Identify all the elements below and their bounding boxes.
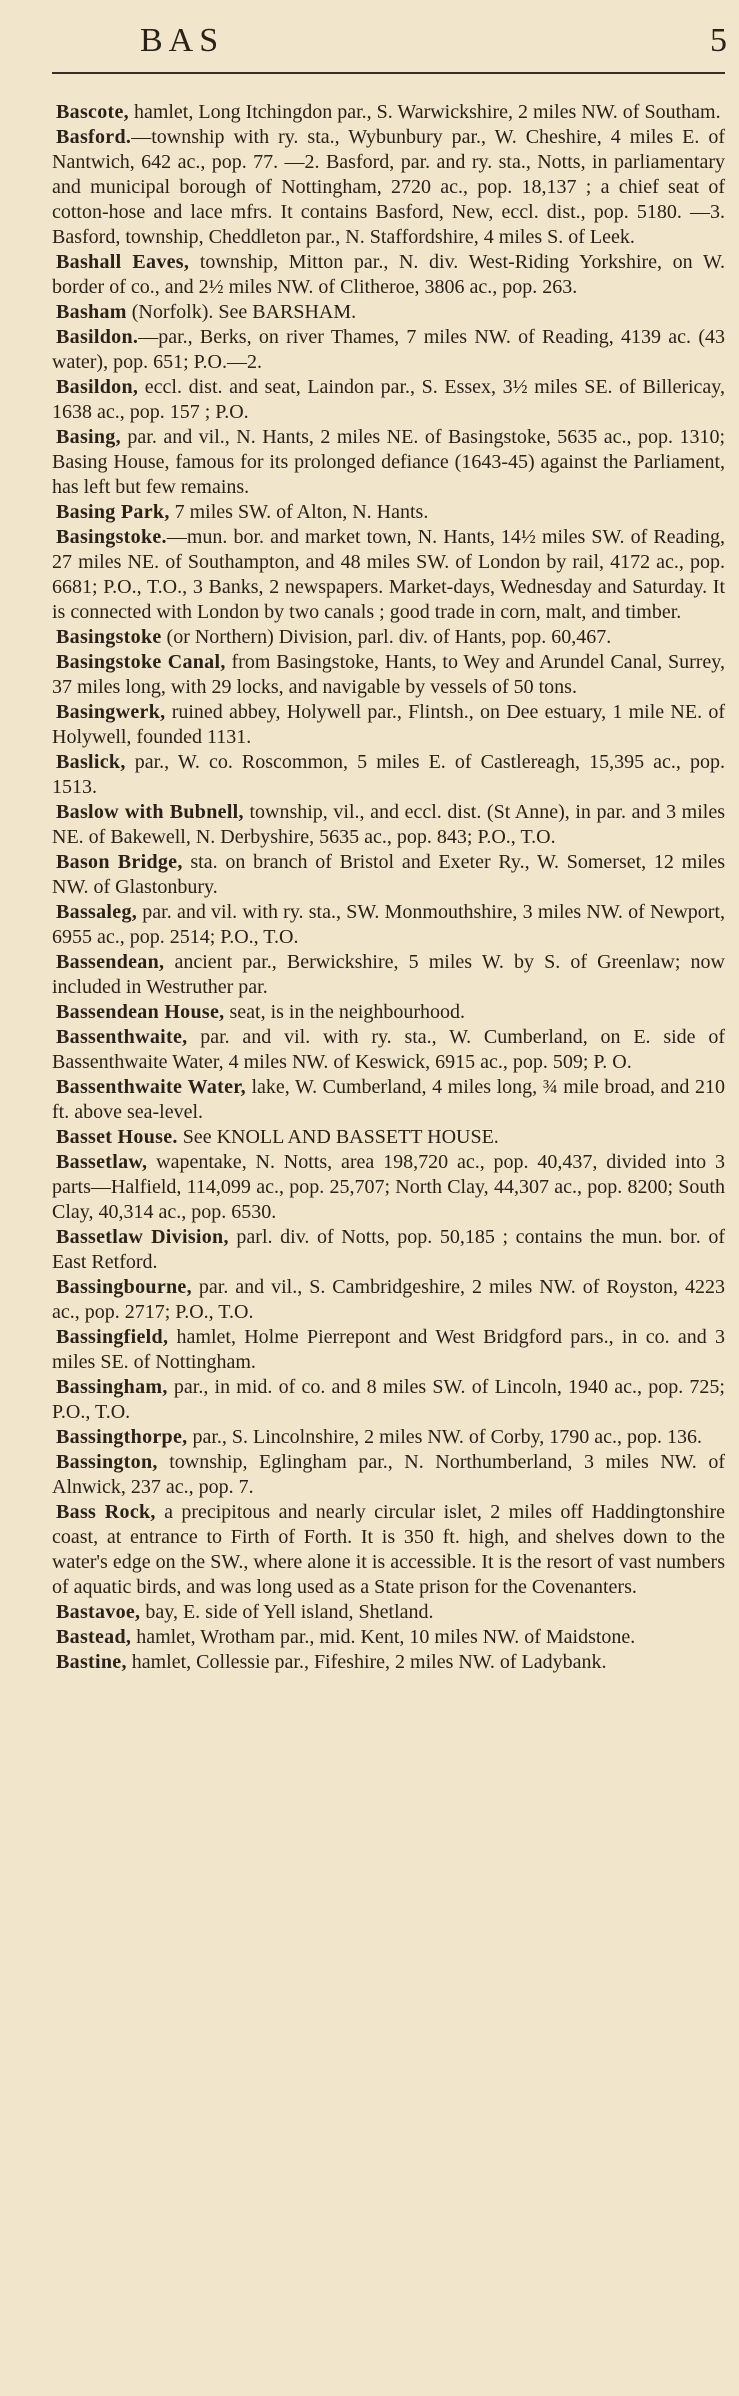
entry-description: par., in mid. of co. and 8 miles SW. of Lincoln, 1940 ac., pop. 725; P.O., T.O. <box>52 1376 725 1423</box>
entry-headword: Basham <box>56 301 127 323</box>
entry-description: a precipitous and nearly circular islet, 2 miles off Haddingtonshire coast, at entrance to Firth of Forth. It is 350 ft. high, and shelves down to the water's edge on the SW., where alone it is accessible. It is the resort of vast numbers of aquatic birds, and was long used as a State prison for the Covenanters. <box>52 1501 725 1598</box>
gazetteer-entry <box>52 1000 725 1025</box>
entry-headword: Bastead, <box>56 1626 132 1648</box>
entry-headword: Bassendean, <box>56 951 165 973</box>
page-number: 5 <box>710 22 727 59</box>
gazetteer-entry <box>52 1600 725 1625</box>
entry-description: township, Eglingham par., N. Northumberland, 3 miles NW. of Alnwick, 237 ac., pop. 7. <box>52 1451 725 1498</box>
entry-headword: Bassenthwaite, <box>56 1026 188 1048</box>
gazetteer-entry <box>52 300 725 325</box>
gazetteer-entry <box>52 1275 725 1325</box>
entry-description: ancient par., Berwickshire, 5 miles W. by S. of Greenlaw; now included in Westruther par. <box>52 951 725 998</box>
entry-headword: Bassetlaw, <box>56 1151 148 1173</box>
entry-headword: Basildon, <box>56 376 139 398</box>
entry-description: sta. on branch of Bristol and Exeter Ry., W. Somerset, 12 miles NW. of Glastonbury. <box>52 851 725 898</box>
entry-description: hamlet, Collessie par., Fifeshire, 2 miles NW. of Ladybank. <box>126 1651 607 1673</box>
entry-list <box>52 74 725 1675</box>
entry-headword: Bassington, <box>56 1451 158 1473</box>
entry-headword: Bastavoe, <box>56 1601 141 1623</box>
entry-headword: Bascote, <box>56 101 129 123</box>
gazetteer-entry <box>52 700 725 750</box>
gazetteer-entry <box>52 1025 725 1075</box>
gazetteer-entry <box>52 1225 725 1275</box>
gazetteer-entry <box>52 625 725 650</box>
entry-description: (or Northern) Division, parl. div. of Hants, pop. 60,467. <box>161 626 612 648</box>
entry-description: See KNOLL AND BASSETT HOUSE. <box>177 1126 499 1148</box>
gazetteer-entry <box>52 850 725 900</box>
entry-description: township, Mitton par., N. div. West-Riding Yorkshire, on W. border of co., and 2½ miles NW. of Clitheroe, 3806 ac., pop. 263. <box>52 251 726 298</box>
gazetteer-entry <box>52 250 725 300</box>
entry-description: par. and vil. with ry. sta., W. Cumberland, on E. side of Bassenthwaite Water, 4 miles NW. of Keswick, 6915 ac., pop. 509; P. O. <box>52 1026 725 1073</box>
entry-headword: Bassingfield, <box>56 1326 169 1348</box>
entry-description: —mun. bor. and market town, N. Hants, 14½ miles SW. of Reading, 27 miles NE. of Southampton, and 48 miles SW. of London by rail, 4172 ac., pop. 6681; P.O., T.O., 3 Banks, 2 newspapers. Market-days, Wednesday and Saturday. It is connected with London by two canals ; good trade in corn, malt, and timber. <box>52 526 725 623</box>
entry-headword: Basildon. <box>56 326 139 348</box>
entry-description: parl. div. of Notts, pop. 50,185 ; contains the mun. bor. of East Retford. <box>52 1226 726 1273</box>
entry-headword: Bason Bridge, <box>56 851 183 873</box>
entry-description: eccl. dist. and seat, Laindon par., S. Essex, 3½ miles SE. of Billericay, 1638 ac., pop. 157 ; P.O. <box>52 376 725 423</box>
entry-headword: Bassaleg, <box>56 901 138 923</box>
entry-headword: Basford. <box>56 126 132 148</box>
entry-headword: Bassingthorpe, <box>56 1426 188 1448</box>
entry-headword: Bassendean House, <box>56 1001 225 1023</box>
entry-description: 7 miles SW. of Alton, N. Hants. <box>169 501 429 523</box>
gazetteer-entry <box>52 750 725 800</box>
gazetteer-entry <box>52 950 725 1000</box>
entry-description: hamlet, Long Itchingdon par., S. Warwickshire, 2 miles NW. of Southam. <box>128 101 721 123</box>
entry-description: (Norfolk). See BARSHAM. <box>126 301 357 323</box>
entry-description: wapentake, N. Notts, area 198,720 ac., pop. 40,437, divided into 3 parts—Halfield, 114,099 ac., pop. 25,707; North Clay, 44,307 ac., pop. 8200; South Clay, 40,314 ac., pop. 6530. <box>52 1151 725 1223</box>
entry-headword: Bastine, <box>56 1651 127 1673</box>
entry-description: par., W. co. Roscommon, 5 miles E. of Castlereagh, 15,395 ac., pop. 1513. <box>52 751 725 798</box>
gazetteer-entry <box>52 800 725 850</box>
entry-headword: Bassetlaw Division, <box>56 1226 229 1248</box>
entry-description: bay, E. side of Yell island, Shetland. <box>140 1601 434 1623</box>
entry-headword: Basing, <box>56 426 121 448</box>
entry-headword: Bassenthwaite Water, <box>56 1076 246 1098</box>
entry-headword: Baslick, <box>56 751 126 773</box>
entry-description: —township with ry. sta., Wybunbury par., W. Cheshire, 4 miles E. of Nantwich, 642 ac., pop. 77. —2. Basford, par. and ry. sta., Notts, in parliamentary and municipal borough of Nottingham, 2720 ac., pop. 18,137 ; a chief seat of cotton-hose and lace mfrs. It contains Basford, New, eccl. dist., pop. 5180. —3. Basford, township, Cheddleton par., N. Staffordshire, 4 miles S. of Leek. <box>52 126 725 248</box>
entry-description: hamlet, Wrotham par., mid. Kent, 10 miles NW. of Maidstone. <box>131 1626 636 1648</box>
entry-headword: Basingwerk, <box>56 701 166 723</box>
entry-description: from Basingstoke, Hants, to Wey and Arundel Canal, Surrey, 37 miles long, with 29 locks, and navigable by vessels of 50 tons. <box>52 651 726 698</box>
gazetteer-entry <box>52 1450 725 1500</box>
gazetteer-entry <box>52 1325 725 1375</box>
entry-headword: Bassingham, <box>56 1376 168 1398</box>
gazetteer-entry <box>52 1375 725 1425</box>
gazetteer-entry <box>52 125 725 250</box>
gazetteer-entry <box>52 100 725 125</box>
entry-description: —par., Berks, on river Thames, 7 miles NW. of Reading, 4139 ac. (43 water), pop. 651; P.O.—2. <box>52 326 725 373</box>
entry-headword: Basset House. <box>56 1126 178 1148</box>
entry-description: par. and vil. with ry. sta., SW. Monmouthshire, 3 miles NW. of Newport, 6955 ac., pop. 2514; P.O., T.O. <box>52 901 725 948</box>
entry-description: lake, W. Cumberland, 4 miles long, ¾ mile broad, and 210 ft. above sea-level. <box>52 1076 725 1123</box>
entry-headword: Bashall Eaves, <box>56 251 190 273</box>
entry-headword: Baslow with Bubnell, <box>56 801 244 823</box>
entry-headword: Basing Park, <box>56 501 170 523</box>
entry-description: township, vil., and eccl. dist. (St Anne), in par. and 3 miles NE. of Bakewell, N. Derbyshire, 5635 ac., pop. 843; P.O., T.O. <box>52 801 726 848</box>
entry-description: par. and vil., N. Hants, 2 miles NE. of Basingstoke, 5635 ac., pop. 1310; Basing House, famous for its prolonged defiance (1643-45) against the Parliament, has left but few remains. <box>52 426 725 498</box>
entry-description: seat, is in the neighbourhood. <box>224 1001 466 1023</box>
gazetteer-entry <box>52 1625 725 1650</box>
gazetteer-entry <box>52 1650 725 1675</box>
gazetteer-entry <box>52 650 725 700</box>
entry-description: ruined abbey, Holywell par., Flintsh., on Dee estuary, 1 mile NE. of Holywell, founded 1131. <box>52 701 725 748</box>
gazetteer-entry <box>52 1425 725 1450</box>
entry-description: par. and vil., S. Cambridgeshire, 2 miles NW. of Royston, 4223 ac., pop. 2717; P.O., T.O. <box>52 1276 725 1323</box>
gazetteer-entry <box>52 375 725 425</box>
gazetteer-entry <box>52 900 725 950</box>
gazetteer-entry <box>52 525 725 625</box>
gazetteer-entry <box>52 325 725 375</box>
entry-headword: Bass Rock, <box>56 1501 156 1523</box>
gazetteer-entry <box>52 425 725 500</box>
entry-headword: Basingstoke <box>56 626 162 648</box>
running-head: BAS <box>140 22 225 59</box>
entry-headword: Bassingbourne, <box>56 1276 192 1298</box>
entry-description: par., S. Lincolnshire, 2 miles NW. of Corby, 1790 ac., pop. 136. <box>187 1426 703 1448</box>
gazetteer-entry <box>52 1125 725 1150</box>
entry-description: hamlet, Holme Pierrepont and West Bridgford pars., in co. and 3 miles SE. of Nottingham. <box>52 1326 725 1373</box>
entry-headword: Basingstoke. <box>56 526 167 548</box>
page-header <box>52 0 725 74</box>
gazetteer-entry <box>52 1500 725 1600</box>
gazetteer-entry <box>52 500 725 525</box>
gazetteer-entry <box>52 1150 725 1225</box>
gazetteer-entry <box>52 1075 725 1125</box>
entry-headword: Basingstoke Canal, <box>56 651 226 673</box>
